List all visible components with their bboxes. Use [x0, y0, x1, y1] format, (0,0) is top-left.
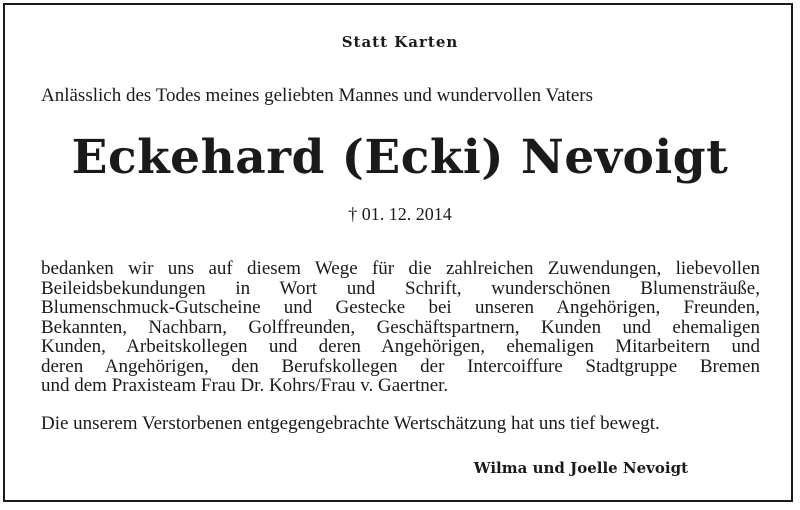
closing-text: Die unserem Verstorbenen entgegengebrachte Wertschätzung hat uns tief bewegt.	[41, 413, 660, 434]
thanks-line: Kunden, Arbeitskollegen und deren Angehörigen, ehemaligen Mitarbeitern und	[41, 336, 760, 357]
thanks-line: Bekannten, Nachbarn, Golffreunden, Geschäftspartnern, Kunden und ehemaligen	[41, 316, 760, 338]
signature: Wilma und Joelle Nevoigt	[473, 459, 688, 477]
deceased-name: Eckehard (Ecki) Nevoigt	[71, 130, 729, 185]
thanks-line: Beileidsbekundungen in Wort und Schrift, wunderschönen Blumensträuße,	[41, 277, 760, 299]
thanks-line: deren Angehörigen, den Berufskollegen der Intercoiffure Stadtgruppe Bremen	[41, 355, 760, 377]
intro-text: Anlässlich des Todes meines geliebten Mannes und wundervollen Vaters	[41, 85, 594, 106]
thanks-line: und dem Praxisteam Frau Dr. Kohrs/Frau v. Gaertner.	[41, 375, 449, 396]
death-date: † 01. 12. 2014	[348, 204, 452, 224]
thanks-paragraph	[41, 259, 760, 396]
notice-header: Statt Karten	[341, 33, 459, 51]
thanks-line: bedanken wir uns auf diesem Wege für die zahlreichen Zuwendungen, liebevollen	[41, 258, 760, 279]
thanks-line: Blumenschmuck-Gutscheine und Gestecke bei unseren Angehörigen, Freunden,	[41, 297, 760, 318]
